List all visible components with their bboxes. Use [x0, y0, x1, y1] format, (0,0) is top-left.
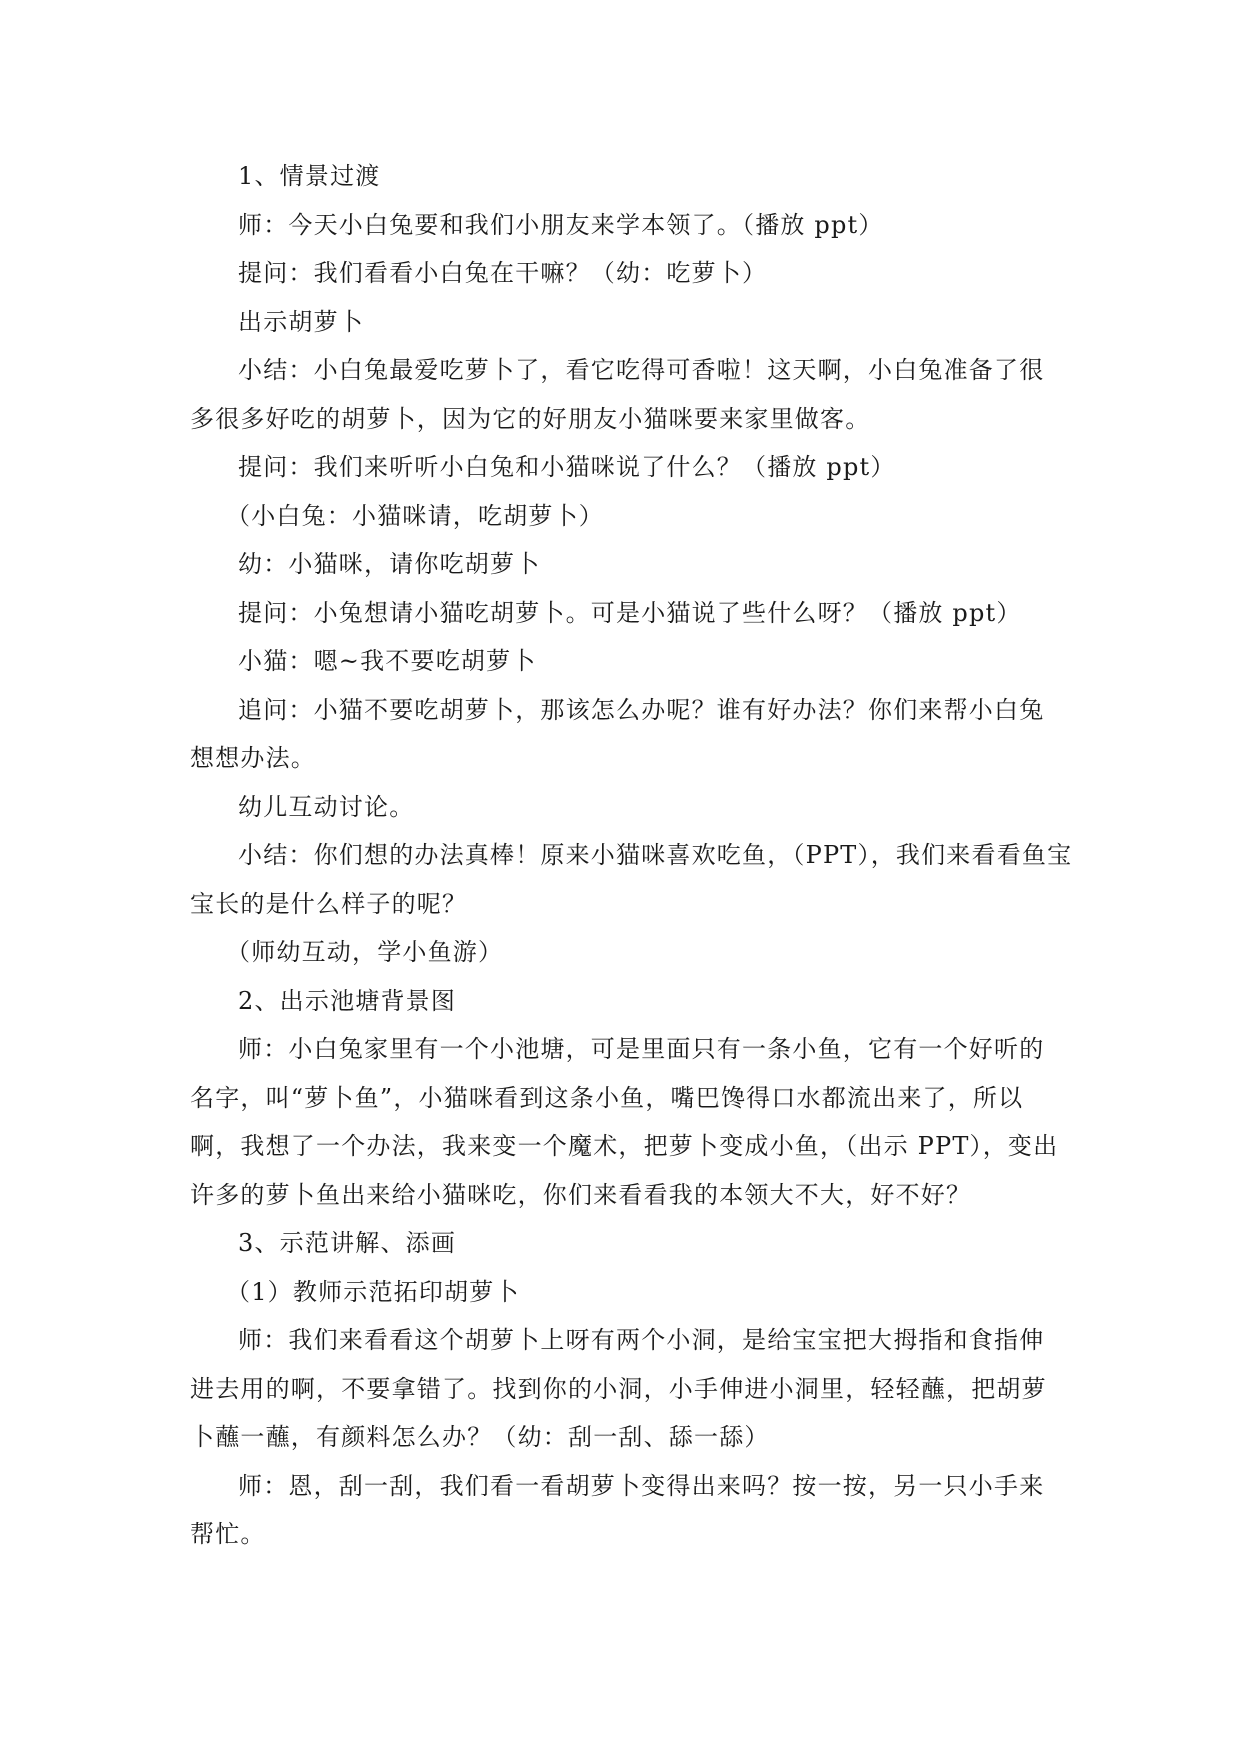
- text-line: 师：小白兔家里有一个小池塘，可是里面只有一条小鱼，它有一个好听的: [238, 1035, 1045, 1063]
- text-line: 3、示范讲解、添画: [238, 1229, 457, 1257]
- text-line: 许多的萝卜鱼出来给小猫咪吃，你们来看看我的本领大不大，好不好？: [190, 1180, 972, 1209]
- text-line: 出示胡萝卜: [238, 307, 364, 336]
- text-line: 追问：小猫不要吃胡萝卜，那该怎么办呢？谁有好办法？你们来帮小白兔: [238, 695, 1045, 724]
- text-line: 宝长的是什么样子的呢？: [190, 889, 468, 918]
- text-line: 师：今天小白兔要和我们小朋友来学本领了。（播放 ppt）: [238, 210, 884, 239]
- text-line: 师：我们来看看这个胡萝卜上呀有两个小洞，是给宝宝把大拇指和食指伸: [238, 1326, 1045, 1354]
- text-line: 幼：小猫咪，请你吃胡萝卜: [238, 550, 541, 578]
- text-line: 小结：小白兔最爱吃萝卜了，看它吃得可香啦！这天啊，小白兔准备了很: [238, 356, 1045, 384]
- text-line: 啊，我想了一个办法，我来变一个魔术，把萝卜变成小鱼，（出示 PPT），变出: [190, 1132, 1059, 1160]
- text-line: 师：恩，刮一刮，我们看一看胡萝卜变得出来吗？按一按，另一只小手来: [238, 1471, 1045, 1500]
- text-line: （小白兔：小猫咪请，吃胡萝卜）: [226, 501, 604, 530]
- text-line: 小猫：嗯~我不要吃胡萝卜: [238, 647, 537, 675]
- text-line: 卜蘸一蘸，有颜料怎么办？（幼：刮一刮、舔一舔）: [190, 1423, 770, 1451]
- text-line: （师幼互动，学小鱼游）: [226, 938, 504, 966]
- document-body: [190, 152, 1073, 1559]
- text-line: 想想办法。: [190, 744, 316, 772]
- text-line: 进去用的啊，不要拿错了。找到你的小洞，小手伸进小洞里，轻轻蘸，把胡萝: [190, 1374, 1047, 1403]
- text-line: 帮忙。: [190, 1520, 266, 1548]
- text-line: 2、出示池塘背景图: [238, 986, 457, 1015]
- text-line: （1）教师示范拓印胡萝卜: [226, 1277, 520, 1306]
- text-line: 多很多好吃的胡萝卜，因为它的好朋友小猫咪要来家里做客。: [190, 404, 871, 433]
- text-line: 提问：我们看看小白兔在干嘛？（幼：吃萝卜）: [238, 259, 768, 287]
- text-line: 小结：你们想的办法真棒！原来小猫咪喜欢吃鱼，（PPT），我们来看看鱼宝: [238, 841, 1073, 869]
- text-line: 提问：我们来听听小白兔和小猫咪说了什么？（播放 ppt）: [238, 453, 896, 481]
- text-line: 幼儿互动讨论。: [238, 792, 415, 821]
- text-line: 1、情景过渡: [238, 162, 381, 190]
- text-line: 提问：小兔想请小猫吃胡萝卜。可是小猫说了些什么呀？（播放 ppt）: [238, 598, 1022, 627]
- text-line: 名字，叫“萝卜鱼”，小猫咪看到这条小鱼，嘴巴馋得口水都流出来了，所以: [190, 1083, 1024, 1112]
